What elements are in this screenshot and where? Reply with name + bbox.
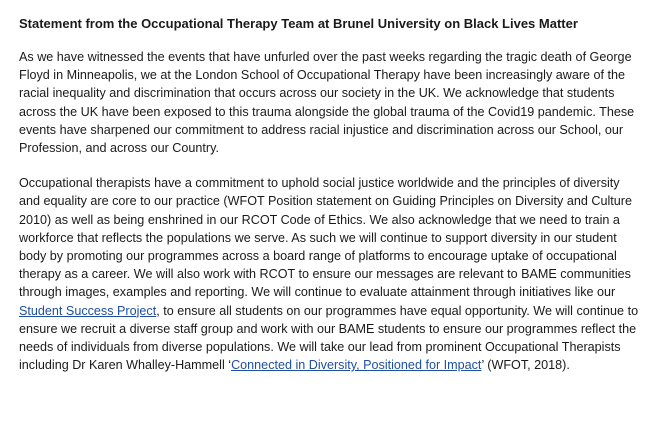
paragraph-2 xyxy=(19,174,641,374)
paragraph-2-text-end: ’ (WFOT, 2018). xyxy=(481,358,570,373)
connected-in-diversity-link[interactable]: Connected in Diversity, Positioned for Impact xyxy=(231,358,482,373)
paragraph-1: As we have witnessed the events that have unfurled over the past weeks regarding the tragic death of George Floyd in Minneapolis, we at the London School of Occupational Therapy have been increasingly aware of the racial inequality and discrimination that occurs across our society in the UK. We acknowledge that students across the UK have been exposed to this trauma alongside the global trauma of the Covid19 pandemic. These events have sharpened our commitment to address racial injustice and discrimination across our School, our Profession, and across our Country. xyxy=(19,50,635,156)
paragraph-2-text-start: Occupational therapists have a commitment to uphold social justice worldwide and the principles of diversity and equality are core to our practice (WFOT Position statement on Guiding Principles on Diversity and Culture 2010) as well as being enshrined in our RCOT Code of Ethics. We also acknowledge that we need to train a workforce that reflects the populations we serve. As such we will continue to support diversity in our student body by promoting our programmes across a board range of platforms to encourage uptake of occupational therapy as a career. We will also work with RCOT to ensure our messages are relevant to BAME communities through images, examples and reporting. We will continue to evaluate attainment through initiatives like our xyxy=(19,176,632,300)
paragraph-2-text-middle: , to ensure all students on our programmes have equal opportunity. We will continue to ensure we recruit a diverse staff group and work with our BAME students to ensure our programmes reflect the needs of individuals from diverse populations. We will take our lead from prominent Occupational Therapists including Dr Karen Whalley-Hammell ‘ xyxy=(19,303,639,373)
student-success-project-link[interactable]: Student Success Project xyxy=(19,303,157,318)
document xyxy=(19,0,641,374)
document-title: Statement from the Occupational Therapy Team at Brunel University on Black Lives Matter xyxy=(19,16,578,31)
